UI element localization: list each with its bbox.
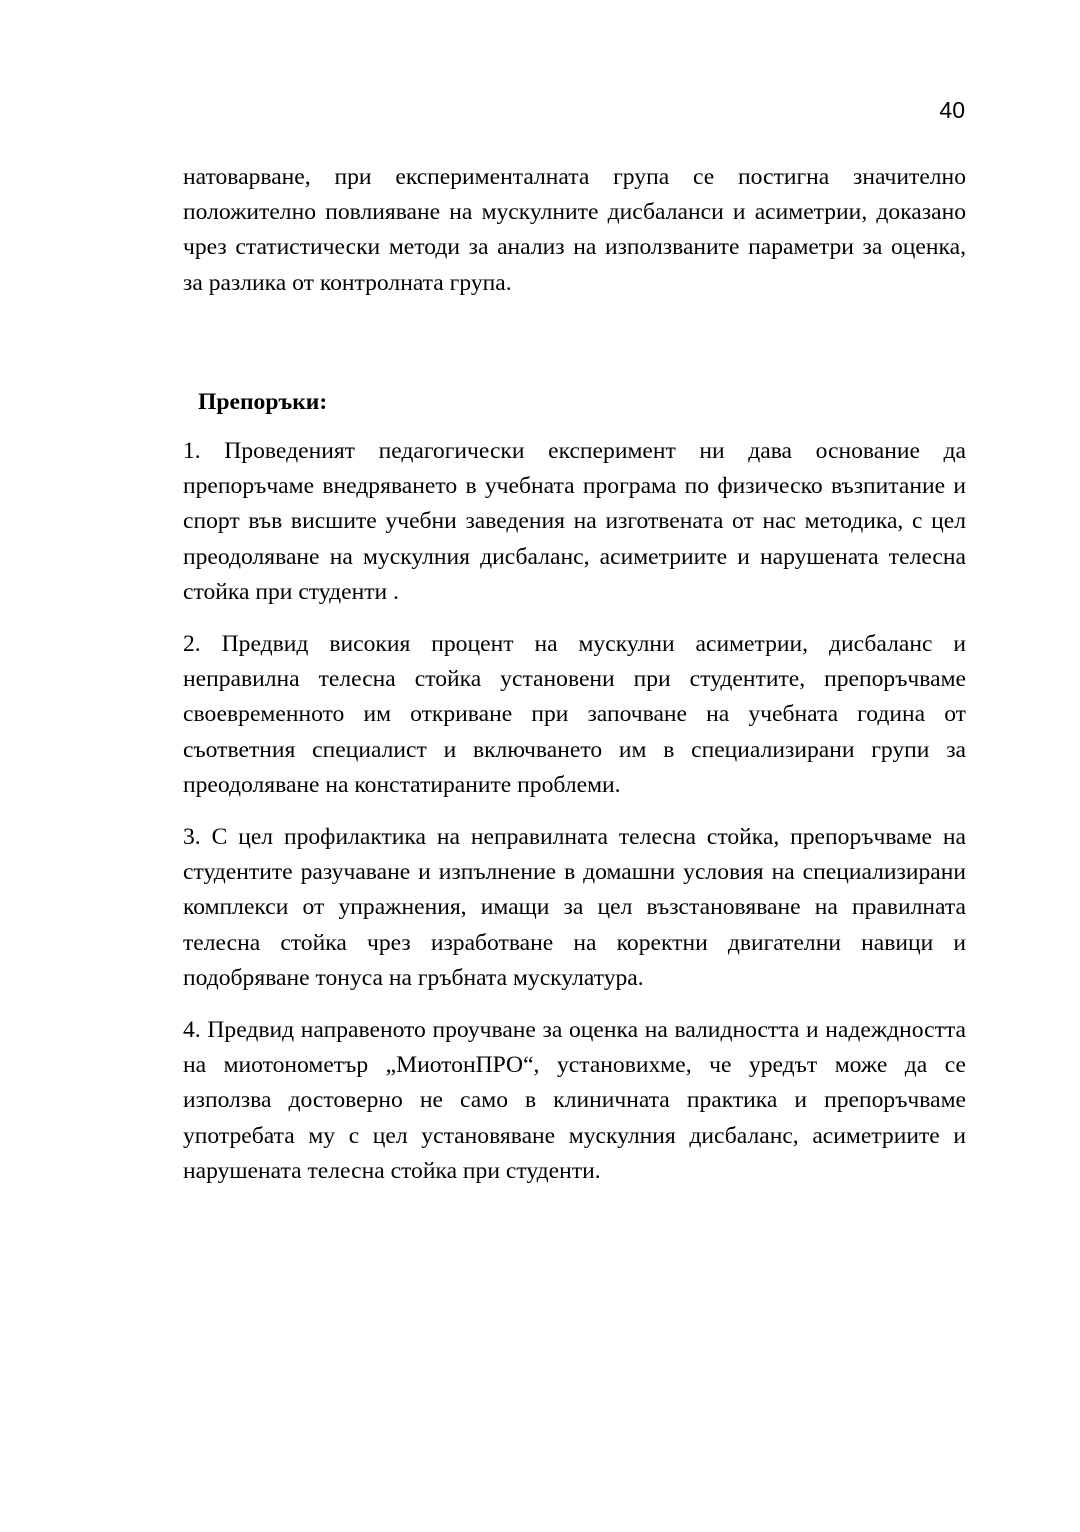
intro-paragraph: натоварване, при експерименталната група се постигна значително положително повлияване на мускулните дисбаланси и асиметрии, доказано чрез статистически методи за анализ на използваните параметри за оценка, за разлика от контролната група. (183, 164, 966, 296)
recommendation-item-1: 1. Проведеният педагогически експеримент ни дава основание да препоръчаме внедряването в учебната програма по физическо възпитание и спорт във висшите учебни заведения на изготвената от нас методика, с цел преодоляване на мускулния дисбаланс, асиметриите и нарушената телесна стойка при студенти . (183, 438, 966, 605)
recommendations-heading: Препоръки: (198, 388, 328, 415)
recommendation-item-4: 4. Предвид направеното проучване за оценка на валидността и надеждността на миотонометър „МиотонПРО“, установихме, че уредът може да се използва достоверно не само в клиничната практика и препоръчваме употребата му с цел установяване мускулния дисбаланс, асиметриите и нарушената телесна стойка при студенти. (183, 1017, 966, 1184)
page-number: 40 (939, 97, 965, 123)
recommendation-item-3: 3. С цел профилактика на неправилната телесна стойка, препоръчваме на студентите разучаване и изпълнение в домашни условия на специализирани комплекси от упражнения, имащи за цел възстановяване на правилната телесна стойка чрез изработване на коректни двигателни навици и подобряване тонуса на гръбната мускулатура. (183, 824, 966, 991)
recommendation-item-2: 2. Предвид високия процент на мускулни асиметрии, дисбаланс и неправилна телесна стойка установени при студентите, препоръчваме своевременното им откриване при започване на учебната година от съответния специалист и включването им в специализирани групи за преодоляване на констатираните проблеми. (183, 631, 966, 798)
page-content (183, 160, 966, 1189)
